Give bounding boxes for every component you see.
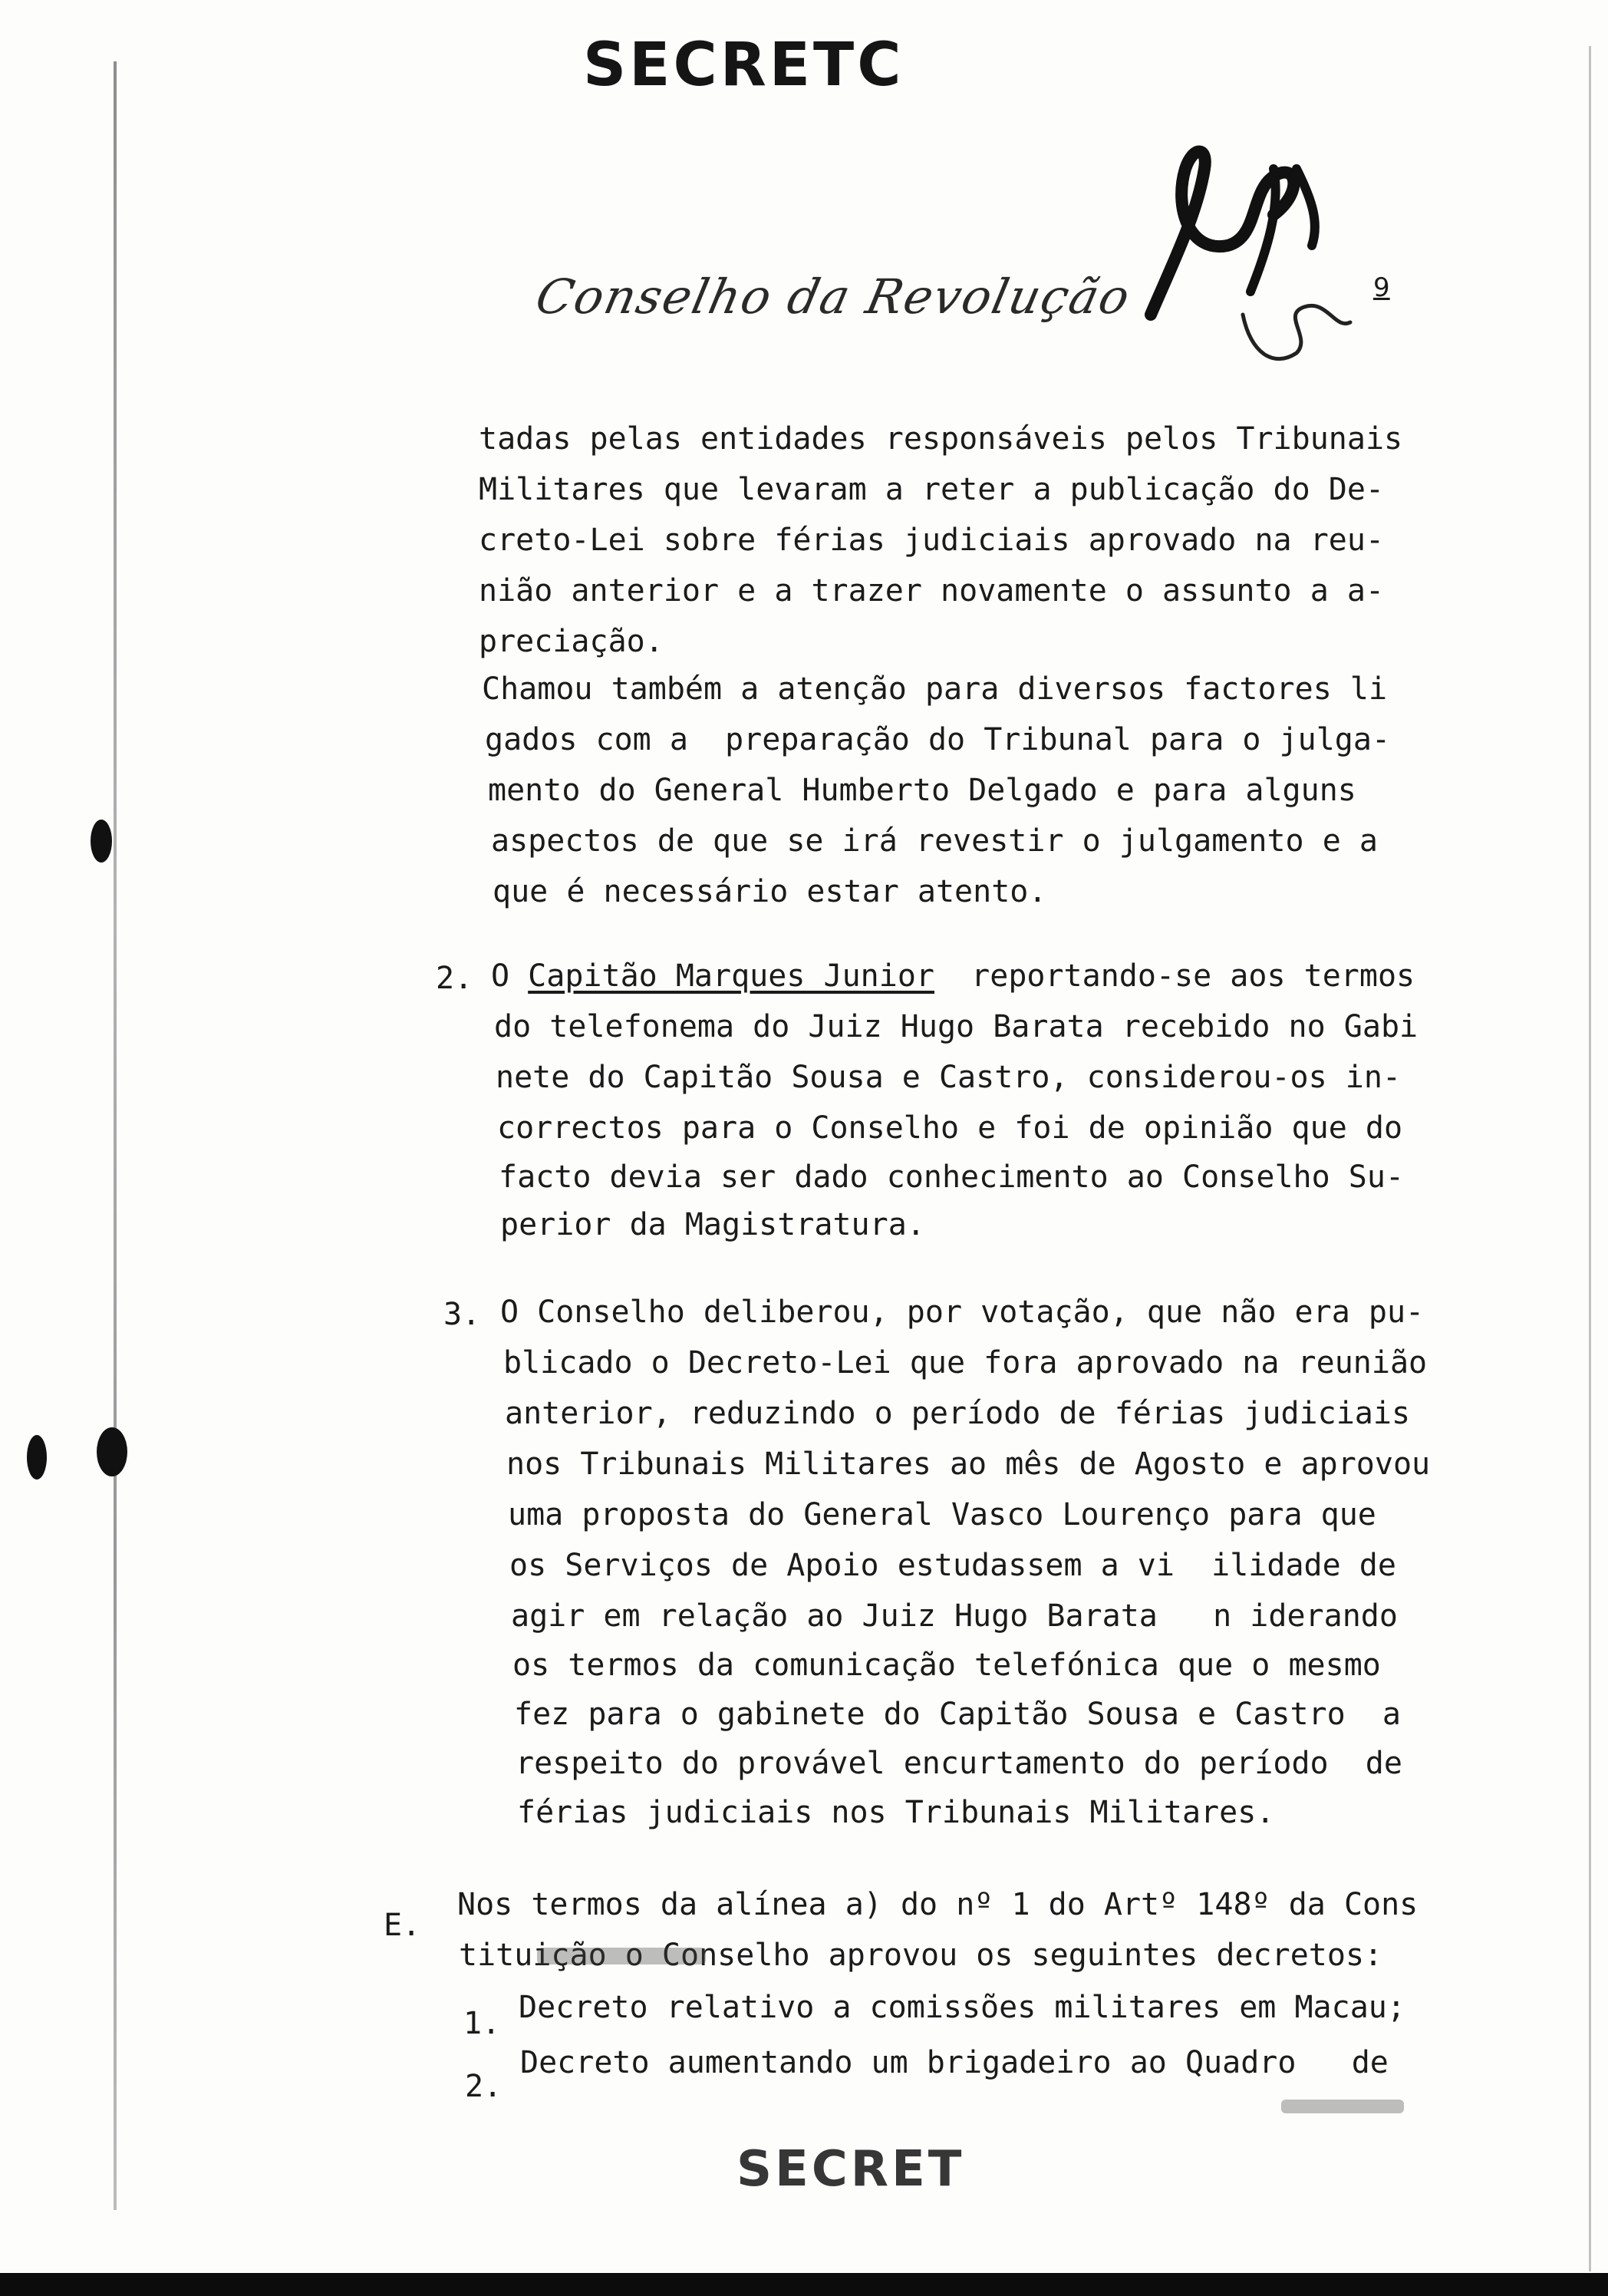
section-line: tituição o Conselho aprovou os seguintes decretos:	[459, 1938, 1383, 1973]
item-line: blicado o Decreto-Lei que fora aprovado na reunião	[503, 1345, 1428, 1381]
paragraph-line: Militares que levaram a reter a publicação do De-	[479, 472, 1385, 507]
item-line: férias judiciais nos Tribunais Militares.	[517, 1795, 1275, 1830]
decree-text: Decreto relativo a comissões militares em Macau;	[519, 1990, 1405, 2025]
paragraph-line: nião anterior e a trazer novamente o assunto a a-	[479, 573, 1385, 609]
item-line: os Serviços de Apoio estudassem a vi ilidade de	[509, 1548, 1396, 1583]
classification-stamp-top: SECRETC	[583, 31, 904, 100]
item-line: respeito do provável encurtamento do período de	[516, 1746, 1402, 1781]
item-line: facto devia ser dado conhecimento ao Conselho Su-	[499, 1160, 1405, 1195]
paragraph-line: preciação.	[479, 624, 664, 659]
page-number: 9	[1373, 272, 1390, 303]
paragraph-line: tadas pelas entidades responsáveis pelos Tribunais	[479, 421, 1403, 457]
ink-smudge	[1281, 2100, 1404, 2113]
section-line: Nos termos da alínea a) do nº 1 do Artº 148º da Cons	[457, 1887, 1419, 1922]
item-line: perior da Magistratura.	[500, 1207, 925, 1242]
classification-stamp-bottom: SECRET	[736, 2141, 965, 2198]
item-line-rest: reportando-se aos termos	[934, 958, 1415, 994]
item-line: anterior, reduzindo o período de férias judiciais	[505, 1396, 1411, 1431]
handwritten-initials	[1120, 123, 1366, 384]
paragraph-line: aspectos de que se irá revestir o julgamento e a	[491, 823, 1378, 859]
item-line: nos Tribunais Militares ao mês de Agosto e aprovou	[506, 1447, 1431, 1482]
item-line: O Conselho deliberou, por votação, que não era pu-	[500, 1295, 1425, 1330]
decree-number: 1.	[463, 2006, 501, 2041]
item-line: agir em relação ao Juiz Hugo Barata n iderando	[511, 1598, 1398, 1634]
item-number: 2.	[436, 961, 473, 996]
paragraph-line: gados com a preparação do Tribunal para o julga-	[485, 722, 1391, 757]
decree-number: 2.	[465, 2069, 502, 2104]
decree-text: Decreto aumentando um brigadeiro ao Quadro de	[520, 2045, 1389, 2080]
paragraph-line: creto-Lei sobre férias judiciais aprovado na reu-	[479, 523, 1385, 558]
ink-smudge	[537, 1948, 706, 1964]
item-line: correctos para o Conselho e foi de opinião que do	[497, 1110, 1403, 1146]
item-line: fez para o gabinete do Capitão Sousa e Castro a	[514, 1697, 1401, 1732]
item-lead: O	[491, 958, 529, 994]
scan-bottom-band	[0, 2273, 1608, 2296]
item-line: os termos da comunicação telefónica que o mesmo	[512, 1648, 1381, 1683]
punch-hole	[27, 1435, 47, 1480]
paragraph-line: mento do General Humberto Delgado e para alguns	[488, 773, 1356, 808]
letterhead: Conselho da Revolução	[531, 269, 1136, 325]
paragraph-line: que é necessário estar atento.	[493, 874, 1047, 909]
item-line: nete do Capitão Sousa e Castro, considerou-os in-	[496, 1060, 1402, 1095]
item-line: uma proposta do General Vasco Lourenço para que	[508, 1497, 1376, 1532]
item-number: 3.	[443, 1297, 481, 1332]
punch-hole	[97, 1427, 127, 1476]
item-first-line	[491, 958, 1415, 994]
scan-left-edge	[114, 61, 117, 2210]
item-line: do telefonema do Juiz Hugo Barata recebido no Gabi	[494, 1009, 1419, 1044]
person-name: Capitão Marques Junior	[528, 958, 934, 994]
scan-right-edge	[1589, 46, 1591, 2271]
punch-hole	[91, 820, 112, 863]
section-letter: E.	[384, 1908, 421, 1943]
paragraph-line: Chamou também a atenção para diversos factores li	[482, 671, 1388, 707]
